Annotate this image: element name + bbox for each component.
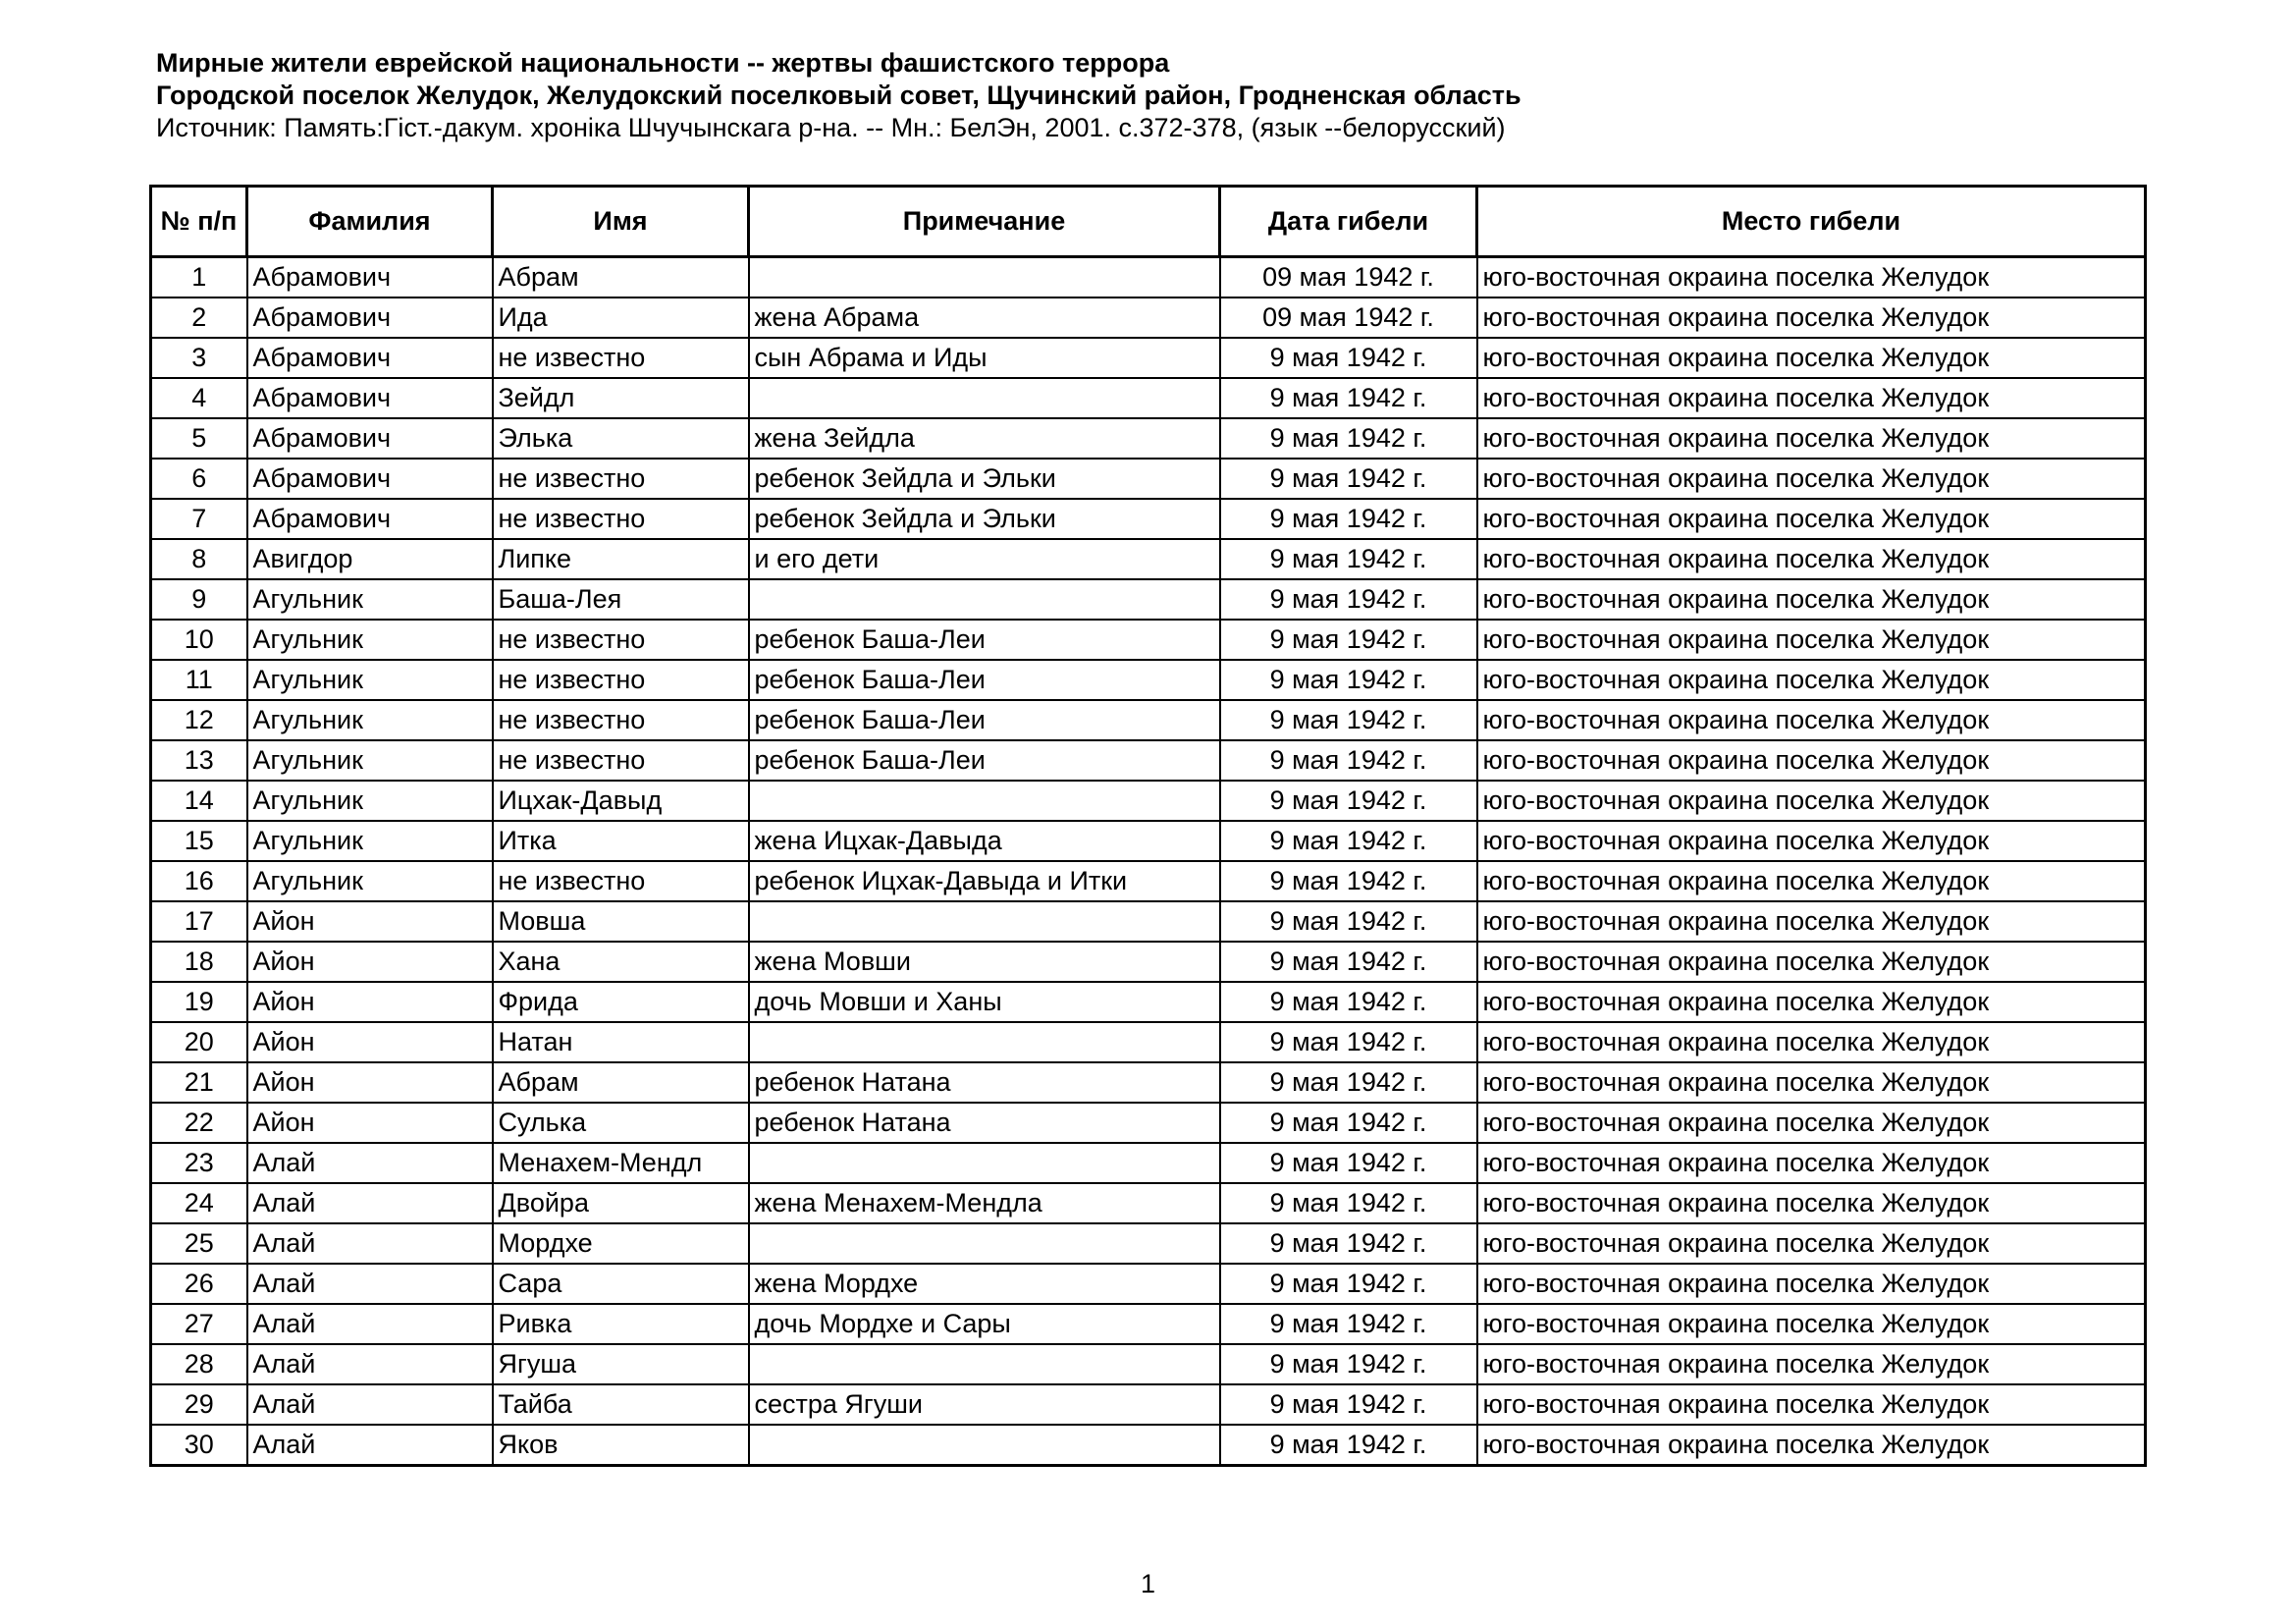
cell-note: сын Абрама и Иды	[749, 338, 1220, 378]
cell-note	[749, 257, 1220, 298]
cell-surname: Айон	[247, 942, 493, 982]
cell-death-date: 9 мая 1942 г.	[1220, 982, 1477, 1022]
cell-death-date: 9 мая 1942 г.	[1220, 539, 1477, 579]
cell-death-date: 9 мая 1942 г.	[1220, 1223, 1477, 1264]
cell-death-place: юго-восточная окраина поселка Желудок	[1477, 1183, 2146, 1223]
table-row	[151, 700, 2146, 740]
cell-surname: Агульник	[247, 740, 493, 781]
cell-name: Фрида	[493, 982, 749, 1022]
cell-surname: Агульник	[247, 821, 493, 861]
table-row	[151, 378, 2146, 418]
cell-death-place: юго-восточная окраина поселка Желудок	[1477, 1384, 2146, 1425]
cell-surname: Агульник	[247, 660, 493, 700]
cell-number: 16	[151, 861, 247, 901]
cell-death-place: юго-восточная окраина поселка Желудок	[1477, 539, 2146, 579]
cell-death-place: юго-восточная окраина поселка Желудок	[1477, 740, 2146, 781]
cell-name: не известно	[493, 338, 749, 378]
cell-name: Элька	[493, 418, 749, 459]
cell-death-date: 9 мая 1942 г.	[1220, 1103, 1477, 1143]
table-row	[151, 1264, 2146, 1304]
cell-death-date: 9 мая 1942 г.	[1220, 700, 1477, 740]
cell-number: 19	[151, 982, 247, 1022]
cell-name: Ягуша	[493, 1344, 749, 1384]
cell-number: 14	[151, 781, 247, 821]
cell-death-place: юго-восточная окраина поселка Желудок	[1477, 1062, 2146, 1103]
cell-name: Мовша	[493, 901, 749, 942]
table-row	[151, 901, 2146, 942]
cell-number: 22	[151, 1103, 247, 1143]
cell-death-date: 9 мая 1942 г.	[1220, 1384, 1477, 1425]
cell-number: 10	[151, 620, 247, 660]
cell-surname: Агульник	[247, 579, 493, 620]
cell-death-place: юго-восточная окраина поселка Желудок	[1477, 901, 2146, 942]
cell-note	[749, 1223, 1220, 1264]
cell-note: дочь Мовши и Ханы	[749, 982, 1220, 1022]
source-citation: Источник: Память:Гіст.-дакум. хроніка Шчучынскага р-на. -- Мн.: БелЭн, 2001. с.372-378, (язык --белорусский)	[156, 113, 1506, 142]
cell-surname: Алай	[247, 1344, 493, 1384]
cell-surname: Агульник	[247, 620, 493, 660]
cell-name: Сулька	[493, 1103, 749, 1143]
cell-number: 8	[151, 539, 247, 579]
cell-surname: Алай	[247, 1304, 493, 1344]
table-row	[151, 1344, 2146, 1384]
cell-number: 27	[151, 1304, 247, 1344]
table-row	[151, 298, 2146, 338]
cell-death-place: юго-восточная окраина поселка Желудок	[1477, 579, 2146, 620]
cell-note: ребенок Зейдла и Эльки	[749, 499, 1220, 539]
cell-surname: Алай	[247, 1183, 493, 1223]
table-row	[151, 942, 2146, 982]
cell-surname: Айон	[247, 901, 493, 942]
cell-name: Хана	[493, 942, 749, 982]
cell-surname: Абрамович	[247, 338, 493, 378]
table-row	[151, 620, 2146, 660]
table-row	[151, 1183, 2146, 1223]
cell-death-place: юго-восточная окраина поселка Желудок	[1477, 1103, 2146, 1143]
cell-note: сестра Ягуши	[749, 1384, 1220, 1425]
cell-note	[749, 1344, 1220, 1384]
table-row	[151, 1022, 2146, 1062]
page-number: 1	[1140, 1569, 1156, 1598]
cell-name: Абрам	[493, 257, 749, 298]
cell-number: 21	[151, 1062, 247, 1103]
cell-number: 30	[151, 1425, 247, 1466]
cell-note: жена Мордхе	[749, 1264, 1220, 1304]
cell-death-place: юго-восточная окраина поселка Желудок	[1477, 499, 2146, 539]
cell-death-place: юго-восточная окраина поселка Желудок	[1477, 298, 2146, 338]
cell-surname: Абрамович	[247, 418, 493, 459]
cell-number: 29	[151, 1384, 247, 1425]
cell-name: Мордхе	[493, 1223, 749, 1264]
column-header-death-date: Дата гибели	[1220, 187, 1477, 257]
cell-name: не известно	[493, 700, 749, 740]
cell-note	[749, 378, 1220, 418]
cell-number: 7	[151, 499, 247, 539]
cell-number: 26	[151, 1264, 247, 1304]
cell-number: 11	[151, 660, 247, 700]
cell-surname: Абрамович	[247, 459, 493, 499]
cell-death-place: юго-восточная окраина поселка Желудок	[1477, 338, 2146, 378]
cell-surname: Агульник	[247, 861, 493, 901]
cell-death-date: 9 мая 1942 г.	[1220, 1344, 1477, 1384]
cell-surname: Абрамович	[247, 499, 493, 539]
cell-death-date: 9 мая 1942 г.	[1220, 499, 1477, 539]
column-header-number: № п/п	[151, 187, 247, 257]
cell-name: не известно	[493, 660, 749, 700]
table-row	[151, 660, 2146, 700]
cell-note	[749, 579, 1220, 620]
cell-number: 12	[151, 700, 247, 740]
cell-surname: Абрамович	[247, 257, 493, 298]
table-row	[151, 338, 2146, 378]
cell-death-date: 9 мая 1942 г.	[1220, 1264, 1477, 1304]
cell-death-place: юго-восточная окраина поселка Желудок	[1477, 1022, 2146, 1062]
cell-name: Ицхак-Давыд	[493, 781, 749, 821]
cell-death-date: 9 мая 1942 г.	[1220, 1183, 1477, 1223]
victims-table	[149, 185, 2147, 1467]
cell-surname: Абрамович	[247, 298, 493, 338]
cell-number: 13	[151, 740, 247, 781]
cell-surname: Алай	[247, 1425, 493, 1466]
cell-surname: Айон	[247, 1022, 493, 1062]
cell-surname: Алай	[247, 1223, 493, 1264]
cell-surname: Айон	[247, 1062, 493, 1103]
cell-death-place: юго-восточная окраина поселка Желудок	[1477, 1223, 2146, 1264]
table-row	[151, 740, 2146, 781]
cell-death-date: 9 мая 1942 г.	[1220, 579, 1477, 620]
cell-number: 1	[151, 257, 247, 298]
cell-surname: Агульник	[247, 700, 493, 740]
cell-surname: Айон	[247, 982, 493, 1022]
cell-number: 28	[151, 1344, 247, 1384]
cell-number: 6	[151, 459, 247, 499]
cell-name: Двойра	[493, 1183, 749, 1223]
table-row	[151, 499, 2146, 539]
cell-surname: Айон	[247, 1103, 493, 1143]
cell-note: жена Абрама	[749, 298, 1220, 338]
page-header	[156, 47, 1522, 144]
cell-number: 25	[151, 1223, 247, 1264]
page-title: Мирные жители еврейской национальности -- жертвы фашистского террора	[156, 48, 1170, 78]
table-row	[151, 781, 2146, 821]
table-header	[151, 187, 2146, 257]
cell-name: Яков	[493, 1425, 749, 1466]
cell-death-date: 9 мая 1942 г.	[1220, 781, 1477, 821]
cell-note: и его дети	[749, 539, 1220, 579]
cell-death-place: юго-восточная окраина поселка Желудок	[1477, 418, 2146, 459]
cell-death-place: юго-восточная окраина поселка Желудок	[1477, 781, 2146, 821]
cell-number: 17	[151, 901, 247, 942]
cell-death-date: 09 мая 1942 г.	[1220, 298, 1477, 338]
cell-death-date: 9 мая 1942 г.	[1220, 1425, 1477, 1466]
cell-death-date: 9 мая 1942 г.	[1220, 1143, 1477, 1183]
cell-note: ребенок Баша-Леи	[749, 740, 1220, 781]
cell-note: ребенок Зейдла и Эльки	[749, 459, 1220, 499]
table-body	[151, 257, 2146, 1466]
cell-number: 4	[151, 378, 247, 418]
cell-death-date: 9 мая 1942 г.	[1220, 942, 1477, 982]
cell-death-date: 9 мая 1942 г.	[1220, 901, 1477, 942]
table-row	[151, 418, 2146, 459]
cell-note: жена Ицхак-Давыда	[749, 821, 1220, 861]
cell-death-place: юго-восточная окраина поселка Желудок	[1477, 1143, 2146, 1183]
cell-number: 15	[151, 821, 247, 861]
cell-number: 20	[151, 1022, 247, 1062]
cell-name: Менахем-Мендл	[493, 1143, 749, 1183]
cell-death-date: 09 мая 1942 г.	[1220, 257, 1477, 298]
cell-death-date: 9 мая 1942 г.	[1220, 861, 1477, 901]
cell-name: не известно	[493, 740, 749, 781]
table-row	[151, 1103, 2146, 1143]
cell-note: ребенок Баша-Леи	[749, 700, 1220, 740]
table-row	[151, 1143, 2146, 1183]
cell-name: Абрам	[493, 1062, 749, 1103]
table-row	[151, 821, 2146, 861]
cell-death-date: 9 мая 1942 г.	[1220, 338, 1477, 378]
cell-note: ребенок Баша-Леи	[749, 620, 1220, 660]
cell-name: Ида	[493, 298, 749, 338]
cell-death-date: 9 мая 1942 г.	[1220, 821, 1477, 861]
column-header-death-place: Место гибели	[1477, 187, 2146, 257]
cell-death-date: 9 мая 1942 г.	[1220, 1022, 1477, 1062]
cell-surname: Агульник	[247, 781, 493, 821]
cell-name: не известно	[493, 459, 749, 499]
cell-note	[749, 781, 1220, 821]
table-row	[151, 1425, 2146, 1466]
cell-death-date: 9 мая 1942 г.	[1220, 418, 1477, 459]
cell-death-place: юго-восточная окраина поселка Желудок	[1477, 1344, 2146, 1384]
cell-death-place: юго-восточная окраина поселка Желудок	[1477, 620, 2146, 660]
cell-surname: Алай	[247, 1143, 493, 1183]
cell-death-place: юго-восточная окраина поселка Желудок	[1477, 942, 2146, 982]
cell-death-date: 9 мая 1942 г.	[1220, 740, 1477, 781]
table-row	[151, 1062, 2146, 1103]
cell-name: Зейдл	[493, 378, 749, 418]
cell-death-date: 9 мая 1942 г.	[1220, 378, 1477, 418]
cell-name: Тайба	[493, 1384, 749, 1425]
cell-name: Итка	[493, 821, 749, 861]
cell-death-place: юго-восточная окраина поселка Желудок	[1477, 1264, 2146, 1304]
column-header-name: Имя	[493, 187, 749, 257]
table-row	[151, 982, 2146, 1022]
cell-note	[749, 1143, 1220, 1183]
cell-name: не известно	[493, 861, 749, 901]
cell-number: 9	[151, 579, 247, 620]
cell-death-date: 9 мая 1942 г.	[1220, 459, 1477, 499]
cell-note: жена Мовши	[749, 942, 1220, 982]
cell-note: жена Зейдла	[749, 418, 1220, 459]
cell-name: не известно	[493, 620, 749, 660]
cell-note: ребенок Натана	[749, 1062, 1220, 1103]
table-row	[151, 579, 2146, 620]
cell-number: 23	[151, 1143, 247, 1183]
cell-death-place: юго-восточная окраина поселка Желудок	[1477, 1425, 2146, 1466]
header-row	[151, 187, 2146, 257]
cell-death-place: юго-восточная окраина поселка Желудок	[1477, 982, 2146, 1022]
cell-number: 24	[151, 1183, 247, 1223]
cell-surname: Алай	[247, 1384, 493, 1425]
cell-death-place: юго-восточная окраина поселка Желудок	[1477, 459, 2146, 499]
cell-surname: Алай	[247, 1264, 493, 1304]
cell-note	[749, 901, 1220, 942]
cell-name: Ривка	[493, 1304, 749, 1344]
cell-death-place: юго-восточная окраина поселка Желудок	[1477, 660, 2146, 700]
cell-death-place: юго-восточная окраина поселка Желудок	[1477, 378, 2146, 418]
cell-name: Сара	[493, 1264, 749, 1304]
cell-number: 3	[151, 338, 247, 378]
cell-number: 5	[151, 418, 247, 459]
table-row	[151, 459, 2146, 499]
column-header-note: Примечание	[749, 187, 1220, 257]
cell-death-place: юго-восточная окраина поселка Желудок	[1477, 1304, 2146, 1344]
column-header-surname: Фамилия	[247, 187, 493, 257]
table-row	[151, 861, 2146, 901]
cell-note	[749, 1022, 1220, 1062]
cell-note: жена Менахем-Мендла	[749, 1183, 1220, 1223]
cell-note: ребенок Натана	[749, 1103, 1220, 1143]
cell-name: не известно	[493, 499, 749, 539]
cell-death-date: 9 мая 1942 г.	[1220, 620, 1477, 660]
cell-death-place: юго-восточная окраина поселка Желудок	[1477, 821, 2146, 861]
cell-surname: Абрамович	[247, 378, 493, 418]
cell-name: Натан	[493, 1022, 749, 1062]
cell-number: 18	[151, 942, 247, 982]
cell-note	[749, 1425, 1220, 1466]
cell-death-place: юго-восточная окраина поселка Желудок	[1477, 700, 2146, 740]
cell-name: Баша-Лея	[493, 579, 749, 620]
cell-death-date: 9 мая 1942 г.	[1220, 1304, 1477, 1344]
cell-death-date: 9 мая 1942 г.	[1220, 660, 1477, 700]
table-row	[151, 1384, 2146, 1425]
table-row	[151, 257, 2146, 298]
cell-name: Липке	[493, 539, 749, 579]
cell-death-place: юго-восточная окраина поселка Желудок	[1477, 257, 2146, 298]
table-row	[151, 1304, 2146, 1344]
table-row	[151, 539, 2146, 579]
cell-death-place: юго-восточная окраина поселка Желудок	[1477, 861, 2146, 901]
cell-surname: Авигдор	[247, 539, 493, 579]
page-subtitle: Городской поселок Желудок, Желудокский поселковый совет, Щучинский район, Гродненская область	[156, 81, 1522, 110]
cell-note: ребенок Баша-Леи	[749, 660, 1220, 700]
table-row	[151, 1223, 2146, 1264]
cell-note: ребенок Ицхак-Давыда и Итки	[749, 861, 1220, 901]
cell-note: дочь Мордхе и Сары	[749, 1304, 1220, 1344]
cell-death-date: 9 мая 1942 г.	[1220, 1062, 1477, 1103]
cell-number: 2	[151, 298, 247, 338]
